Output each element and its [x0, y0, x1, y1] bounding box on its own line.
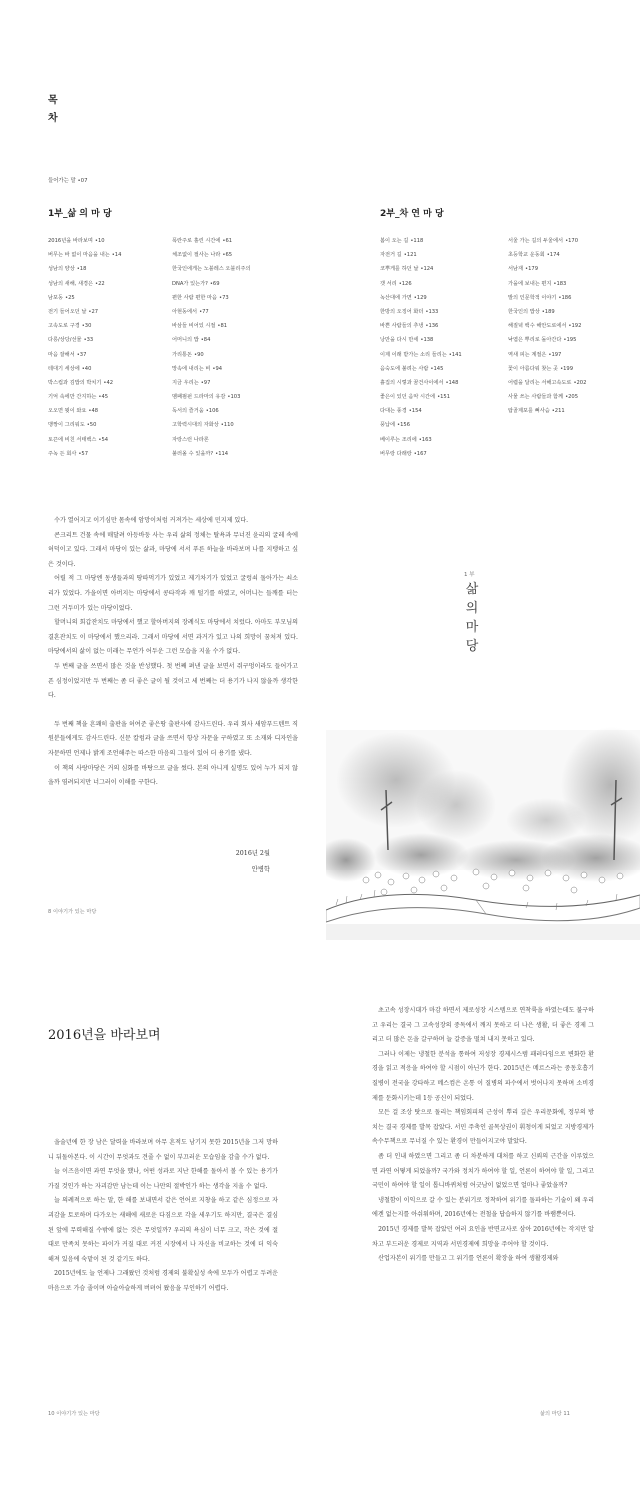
- toc-intro-page: •07: [77, 178, 88, 184]
- toc-entry-page: •14: [111, 252, 122, 259]
- toc-entry-label: 맹짱이 그리워도: [48, 422, 85, 429]
- toc-entry-label: 2016년을 바라보며: [48, 238, 93, 244]
- toc-entry-label: 가리통돈: [172, 351, 193, 358]
- right-folio: 삶의 마당 11: [540, 1411, 570, 1417]
- toc-title-char: 목: [48, 95, 58, 106]
- toc-entry[interactable]: [48, 447, 121, 461]
- toc-entry-label: 서남재: [508, 266, 524, 273]
- toc-entry-label: 가을에 보내는 편지: [508, 280, 552, 287]
- toc-entry-page: •61: [222, 238, 233, 244]
- toc-entry-label: 바쁜 사람들의 추냉: [380, 323, 424, 330]
- body-paragraph: 할머니의 회갑잔치도 마당에서 했고 할아버지의 장례식도 마당에서 치렀다. 아마도 부모님의 결혼잔치도 이 마당에서 했으리라. 그래서 마당에 서면 과거가 있고 나의 희망이 꿈처져 있다. 마당에서의 삶이 없는 미래는 무언가 어두운 그런 모습을 지울 수가 없다.: [48, 619, 298, 656]
- toc-entry-label: 음숙도에 불려는 사람: [380, 365, 429, 372]
- body-paragraph: 2015년에도 늘 언제나 그래왔던 것처럼 경제의 불확실성 속에 모두가 어렵고 두려운 마음으로 가슴 졸이며 아슬아슬하게 버텨어 왔음을 부인하기 어렵다.: [48, 1270, 278, 1292]
- toc-entry-label: 바삼들 비어있 시절: [172, 323, 216, 330]
- preface-date: 2016년 2월: [235, 850, 270, 857]
- toc-entry[interactable]: [380, 376, 462, 390]
- toc-entry[interactable]: [172, 291, 252, 305]
- toc-entry-label: 사물 쓰는 사람들과 함께: [508, 394, 564, 401]
- toc-entry[interactable]: [172, 319, 252, 333]
- body-paragraph: 을술년에 한 장 남은 달력을 바라보며 아무 흔적도 남기지 못한 2015년을 그저 망하니 뒤돌아본다. 이 시간이 무엇과도 견줄 수 없이 부끄러운 모습임을 감출 수가 없다.: [48, 1139, 278, 1161]
- toc-entry-label: 이제 이래 받가는 소리 들리는: [380, 351, 447, 358]
- toc-entry-label: 성남의 새해, 새경은: [48, 280, 94, 287]
- toc-entry-label: 전기 들어오던 날: [48, 308, 87, 315]
- toc-entry[interactable]: [380, 291, 462, 305]
- body-paragraph: 콘크리트 건물 속에 매달려 아등바둥 사는 우리 삶의 정체는 탈욕과 무너진 윤리의 굴레 속에 허덕이고 있다. 그래서 마당이 있는 삶과, 마당에 서서 푸른 하늘을 바라보며 나를 지탱하고 싶은 것이다.: [48, 531, 298, 568]
- toc-entry[interactable]: [380, 277, 462, 291]
- toc-entry-label: 흙집의 시렇과 꿈건사이에서: [380, 379, 444, 386]
- toc-entry-label: 낙엽은 뿌리로 돌아간다: [508, 337, 562, 344]
- toc-entry[interactable]: [172, 404, 252, 418]
- body-paragraph: 2015년 경제를 발목 잡았던 여러 요인을 반면교사로 삼아 2016년에는 작지만 알차고 부드러운 경제로 지역과 서민경제에 희망을 주어야 할 것이다.: [372, 1225, 594, 1248]
- toc-entry-page: •156: [397, 422, 411, 429]
- toc-entry-label: 자전거 길: [380, 252, 402, 259]
- toc-entry[interactable]: [380, 348, 462, 362]
- toc-entry-page: •30: [81, 323, 92, 330]
- toc-entry[interactable]: [508, 305, 586, 319]
- toc-entry-page: •50: [86, 422, 97, 429]
- toc-entry-label: 체조없이 절사는 나라: [172, 252, 221, 259]
- part1-heading: 1부_삶 의 마 당: [48, 209, 112, 219]
- toc-entry-label: 성남의 양상: [48, 266, 75, 273]
- body-paragraph: 두 번째 글을 쓰면서 많은 것을 반성했다. 첫 번째 펴낸 글을 보면서 쥐구멍이라도 들어가고픈 심정이었지만 두 번째는 좀 더 좋은 글이 될 것이고 세 번째는 더 용기가 나지 않을까 생각한다.: [48, 662, 298, 700]
- toc-entry-label: 녹산대에 가면: [380, 294, 412, 301]
- toc-entry-page: •81: [217, 323, 228, 330]
- toc-entry[interactable]: [48, 418, 121, 432]
- part-title-vertical: [465, 580, 479, 656]
- toc-entry-page: •84: [200, 337, 211, 344]
- toc-entry-label: 탑골제포를 뼈사슴: [508, 408, 550, 415]
- toc-entry-page: •163: [418, 436, 432, 443]
- toc-entry-label: 한국인의 밥상: [508, 308, 540, 315]
- toc-entry[interactable]: [172, 362, 252, 376]
- toc-entry[interactable]: [172, 418, 252, 432]
- toc-entry-page: •77: [199, 308, 209, 315]
- toc-entry[interactable]: [48, 262, 121, 276]
- toc-entry-label: 독서의 즐거움: [172, 408, 204, 415]
- toc-entry-page: •186: [558, 294, 572, 301]
- toc-entry[interactable]: [508, 319, 586, 333]
- toc-entry[interactable]: [48, 376, 121, 390]
- toc-entry-label: 테대기 세상에: [48, 365, 80, 372]
- toc-entry-label: 오오면 뭣이 와요: [48, 408, 87, 415]
- toc-entry[interactable]: [508, 248, 586, 262]
- toc-entry-label: 고속도로 구경: [48, 323, 80, 330]
- body-paragraph: 두 번째 책을 흔쾌히 출판을 허여준 좋은땅 출판사에 감사드린다. 우리 회사 새암푸드텐트 직원분들에게도 감사드린다. 신문 칼럼과 글을 쓰면서 항상 자문을 구하였고 또 소재와 디자인을 자문하면 언제나 밝게 조언해주는 따스한 마음의 그들이 있어 더 용기를 냈다.: [48, 720, 298, 757]
- part1-col2-list: [172, 234, 252, 461]
- toc-entry-label: 불러올 수 있을까?: [172, 450, 214, 457]
- toc-entry[interactable]: [172, 234, 252, 248]
- body-paragraph: 어릴 적 그 마당엔 동생들과의 땅따먹기가 있었고 제기차기가 있었고 굴렁쇠 돌아가는 쇠소리가 있었다. 가을이면 아버지는 마당에서 콩타작과 깨 털기를 하였고, 어머니는 들깨를 터는 그런 거두미가 있는 마당이었다.: [48, 575, 298, 612]
- toc-entry-label: 다대는 풍경: [380, 408, 407, 415]
- toc-entry[interactable]: [172, 376, 252, 390]
- chapter-left-page: [48, 1136, 278, 1297]
- toc-entry-label: 아현동에서: [172, 308, 198, 315]
- toc-entry-page: •189: [541, 308, 555, 315]
- toc-entry-label: 한국인에게는 노블레스 오블리주의: [172, 266, 251, 273]
- toc-entry-page: •124: [420, 266, 434, 273]
- toc-entry-label: 자랑스런 나라론: [172, 436, 209, 443]
- toc-entry-page: •57: [78, 450, 89, 457]
- toc-entry[interactable]: [48, 362, 121, 376]
- toc-entry[interactable]: [508, 376, 586, 390]
- toc-entry-page: •179: [525, 266, 539, 273]
- toc-entry-page: •37: [76, 351, 87, 358]
- toc-entry-label: 역새 피는 계절은: [508, 351, 547, 358]
- toc-entry-page: •65: [222, 252, 233, 259]
- toc-entry-label: 고학력시대의 자화상: [172, 422, 219, 429]
- toc-entry[interactable]: [172, 348, 252, 362]
- toc-entry-page: •205: [565, 394, 579, 401]
- toc-entry[interactable]: [172, 248, 252, 262]
- toc-entry-page: •167: [413, 450, 427, 457]
- toc-entry[interactable]: [172, 447, 252, 461]
- toc-entry[interactable]: [508, 291, 586, 305]
- toc-entry-label: 멤패펌펀 드라마의 유감: [172, 394, 226, 401]
- toc-entry-label: 베이루는 조리에: [380, 436, 417, 443]
- toc-entry-page: •106: [205, 408, 219, 415]
- toc-entry-page: •197: [548, 351, 562, 358]
- garden-illustration: [326, 710, 640, 940]
- preface-author: 안병학: [251, 866, 270, 873]
- toc-entry-page: •103: [227, 394, 241, 401]
- toc-entry[interactable]: [48, 433, 121, 447]
- toc-entry[interactable]: [380, 433, 462, 447]
- toc-entry[interactable]: [48, 277, 121, 291]
- spread-preface: [0, 500, 640, 940]
- toc-entry[interactable]: [508, 262, 586, 276]
- toc-entry-page: •48: [88, 408, 99, 415]
- toc-entry-page: •174: [546, 252, 560, 259]
- chapter-right-page: [372, 1004, 594, 1267]
- toc-entry-label: 낭만을 다시 만세: [380, 337, 419, 344]
- toc-entry[interactable]: [48, 248, 121, 262]
- toc-entry-page: •145: [430, 365, 444, 372]
- toc-entry-label: DNA가 있는가?: [172, 280, 208, 287]
- toc-entry[interactable]: [380, 248, 462, 262]
- toc-entry-page: •136: [425, 323, 439, 330]
- toc-entry[interactable]: [172, 333, 252, 347]
- toc-entry-page: •69: [209, 280, 220, 287]
- toc-entry-label: 망속에 내리는 비: [172, 365, 211, 372]
- body-paragraph: 초고속 성장시대가 마감 하면서 제로성장 시스템으로 연착륙을 하였는데도 불구하고 우리는 결국 그 고속성장의 중독에서 깨지 못하고 더 나은 생활, 더 좋은 경제 그리고 더 많은 돈을 갈구하며 늘 갈증을 떨쳐 내지 못하고 있다.: [372, 1007, 594, 1044]
- toc-entry-label: 초등학교 운동회: [508, 252, 545, 259]
- toc-entry[interactable]: [508, 362, 586, 376]
- toc-entry[interactable]: [508, 390, 586, 404]
- toc-entry-label: 풍납에: [380, 422, 396, 429]
- toc-entry[interactable]: [48, 319, 121, 333]
- toc-entry[interactable]: [172, 262, 252, 276]
- toc-entry[interactable]: [172, 277, 252, 291]
- toc-entry-label: 어렵을 달리는 서해고속도로: [508, 379, 572, 386]
- toc-entry-page: •129: [413, 294, 427, 301]
- toc-entry[interactable]: [380, 262, 462, 276]
- toc-entry-label: 서울 가는 길의 두울에서: [508, 238, 564, 244]
- body-paragraph: 늘 의례적으로 하는 말, 한 해를 보내면서 같은 언어로 지창을 하고 같은 심정으로 자괴감을 토로하며 다가오는 새해에 새로운 다짐으로 각을 세우기도 하지만, 결국은 결심된 앞에 무력해질 수밖에 없는 것은 무엇일까? 우리의 욕심이 너무 크고, 작은 것에 절대로 만족치 못하는 파이가 커질 대로 커진 시장에서 나 자신을 비교하는 것에 더 익숙해져 있음에 숙맡이 된 것 같기도 하다.: [48, 1197, 278, 1263]
- toc-entry[interactable]: [48, 234, 121, 248]
- toc-entry-label: 버무랑 다래랑: [380, 450, 412, 457]
- toc-entry-label: 다릉/상당/선물: [48, 337, 82, 344]
- toc-entry[interactable]: [508, 348, 586, 362]
- preface-left-page: [48, 514, 298, 791]
- body-paragraph: 늘 이즈음이면 과연 무엇을 했나, 어떤 성과로 지난 한해를 돌아서 볼 수 있는 용기가 가질 것인가 하는 자괴감만 남는데 이는 나만의 절박인가 하는 생각을 지울 수 없다.: [48, 1168, 278, 1190]
- toc-entry-page: •195: [563, 337, 577, 344]
- toc-entry[interactable]: [48, 333, 121, 347]
- toc-entry-label: 꽃이 아름다워 찾는 곳: [508, 365, 559, 372]
- part1-col1-list: [48, 234, 121, 461]
- toc-entry[interactable]: [172, 305, 252, 319]
- toc-entry-label: 버무는 바 없이 마음을 내는: [48, 252, 110, 259]
- toc-entry-label: 어머니의 밥: [172, 337, 199, 344]
- toc-entry[interactable]: [172, 433, 252, 447]
- toc-entry[interactable]: [48, 348, 121, 362]
- toc-entry-label: 갯 서리: [380, 280, 397, 287]
- toc-entry-page: •192: [568, 323, 582, 330]
- toc-entry-label: 봄이 오는 길: [380, 238, 409, 244]
- toc-entry-page: •22: [95, 280, 105, 287]
- toc-entry-page: •97: [200, 379, 211, 386]
- toc-entry-label: 코뿌게를 하던 날: [380, 266, 419, 273]
- preface-folio: 8 이야기가 있는 마당: [48, 909, 97, 915]
- toc-entry[interactable]: [380, 319, 462, 333]
- toc-entry-page: •42: [103, 379, 114, 386]
- toc-entry-page: •27: [88, 308, 99, 315]
- toc-entry-label: 발의 인문학적 이야기: [508, 294, 557, 301]
- part-title-char: 삶: [465, 582, 479, 597]
- toc-entry[interactable]: [380, 447, 462, 461]
- spread-chapter-1: [0, 990, 640, 1500]
- part2-col1-list: [380, 234, 462, 461]
- toc-entry-page: •170: [565, 238, 579, 244]
- toc-entry-page: •45: [98, 394, 109, 401]
- toc-entry-label: 남포동: [48, 294, 64, 301]
- toc-title-char: 차: [48, 113, 58, 124]
- toc-entry-label: 기억 속에만 간지하는: [48, 394, 97, 401]
- toc-intro-label: 들어가는 말: [48, 178, 76, 184]
- toc-entry[interactable]: [508, 333, 586, 347]
- toc-page: [0, 0, 640, 480]
- toc-entry-page: •211: [551, 408, 565, 415]
- toc-entry-page: •73: [219, 294, 229, 301]
- body-paragraph: 이 책의 사랑마당은 거의 심화를 바탕으로 글을 썼다. 본의 아니게 실명도 있어 누가 되지 않을까 염려되지만 너그러이 이해를 구한다.: [48, 764, 298, 787]
- toc-entry-page: •133: [425, 308, 439, 315]
- toc-entry[interactable]: [380, 418, 462, 432]
- toc-entry[interactable]: [508, 404, 586, 418]
- toc-intro[interactable]: [48, 176, 88, 184]
- left-folio: 10 이야기가 있는 마당: [48, 1411, 100, 1417]
- toc-entry[interactable]: [48, 390, 121, 404]
- toc-entry[interactable]: [48, 305, 121, 319]
- toc-entry[interactable]: [508, 234, 586, 248]
- toc-entry[interactable]: [48, 404, 121, 418]
- toc-entry-page: •151: [437, 394, 451, 401]
- toc-entry-label: 한방의 오징어 화더: [380, 308, 424, 315]
- part2-heading: 2부_차 연 마 당: [380, 209, 444, 219]
- toc-entry-label: 주녹 든 회사: [48, 450, 77, 457]
- toc-entry-label: 박스컵과 김밥의 박치기: [48, 379, 102, 386]
- toc-entry-page: •118: [410, 238, 424, 244]
- toc-entry-page: •54: [98, 436, 109, 443]
- toc-entry-page: •141: [448, 351, 462, 358]
- part-title-char: 마: [465, 620, 479, 635]
- toc-entry-label: 마음 잘해서: [48, 351, 75, 358]
- toc-entry-page: •138: [420, 337, 434, 344]
- toc-entry-label: 지금 우리는: [172, 379, 199, 386]
- toc-entry-page: •94: [212, 365, 223, 372]
- toc-entry-label: 폭란주로 흘린 시간에: [172, 238, 221, 244]
- toc-entry[interactable]: [380, 390, 462, 404]
- part-title-char: 의: [465, 601, 479, 616]
- toc-entry-label: 좋은이 있던 음악 시간에: [380, 394, 436, 401]
- toc-entry-page: •33: [83, 337, 94, 344]
- toc-entry-page: •110: [220, 422, 234, 429]
- body-paragraph: 냉철함이 이익으로 갈 수 있는 분위기로 정착하여 위기를 돌파하는 기술이 왜 우리에겐 없는지를 아쉬워하며, 2016년에는 전철을 답습하지 않기를 바램뿐이다.: [372, 1196, 594, 1219]
- toc-entry-page: •126: [398, 280, 412, 287]
- toc-entry-page: •202: [573, 379, 587, 386]
- toc-entry[interactable]: [48, 291, 121, 305]
- toc-entry[interactable]: [508, 277, 586, 291]
- body-paragraph: 그러나 이제는 냉철한 분석을 통하여 저성장 경제시스템 패러다임으로 변화한 환경을 읽고 적응을 하여야 할 시점이 아닌가 한다. 2015년은 메르스라는 중동호흡기 질병이 전국을 강타하고 메스컴은 온통 이 질병의 파수에서 벗어나지 못하며 소비경제를 둔화시키는데 1등 공신이 되었다.: [372, 1050, 594, 1102]
- toc-entry-page: •148: [445, 379, 459, 386]
- body-paragraph: 좀 더 인내 하였으면 그리고 좀 더 차분하게 대처를 하고 신뢰의 근간을 이루었으면 과연 어떻게 되었을까? 국가와 정치가 하여야 할 일, 언론이 하여야 할 일, 그리고 국민이 하여야 할 일이 톱니바퀴처럼 어긋남이 없었으면 얼마나 좋았을까?: [372, 1152, 594, 1190]
- toc-entry-page: •25: [65, 294, 75, 301]
- body-paragraph: 수가 열어지고 이기심만 몸속에 암망이처럼 커져가는 세상에 민지제 있다.: [54, 517, 249, 524]
- toc-entry-page: •10: [94, 238, 105, 244]
- toc-entry-label: 해질녘 백수 해안도로에서: [508, 323, 567, 330]
- toc-entry[interactable]: [172, 390, 252, 404]
- toc-entry-page: •154: [408, 408, 422, 415]
- toc-entry-page: •121: [403, 252, 417, 259]
- toc-entry-page: •114: [215, 450, 229, 457]
- body-paragraph: 산업자본이 위기를 만들고 그 위기를 언론이 확장을 하여 생활경제와: [378, 1255, 559, 1263]
- toc-entry[interactable]: [380, 362, 462, 376]
- toc-entry-page: •199: [560, 365, 574, 372]
- toc-entry-label: 토끈에 비친 서태백스: [48, 436, 97, 443]
- part2-col2-list: [508, 234, 586, 418]
- toc-entry[interactable]: [380, 234, 462, 248]
- toc-entry[interactable]: [380, 305, 462, 319]
- toc-entry-page: •40: [81, 365, 92, 372]
- toc-entry-page: •90: [194, 351, 204, 358]
- part-label: 1 부: [464, 572, 475, 578]
- toc-entry[interactable]: [380, 333, 462, 347]
- toc-entry-page: •183: [553, 280, 567, 287]
- chapter-title: 2016년을 바라보며: [48, 1028, 161, 1043]
- toc-entry[interactable]: [380, 404, 462, 418]
- toc-title: [48, 92, 58, 128]
- body-paragraph: 모든 걸 조상 탓으로 돌리는 책임회피의 근성이 뿌리 깊은 우리문화에, 정부의 방치는 결국 경제를 발목 잡았다. 서민 주축인 골목상권이 휘청이게 되었고 지방경제가 속수무책으로 무너질 수 있는 환경이 만들어지고야 말았다.: [372, 1109, 594, 1146]
- part-title-char: 당: [465, 639, 479, 654]
- toc-entry-label: 편한 사람 편한 마음: [172, 294, 218, 301]
- toc-entry-page: •18: [76, 266, 87, 273]
